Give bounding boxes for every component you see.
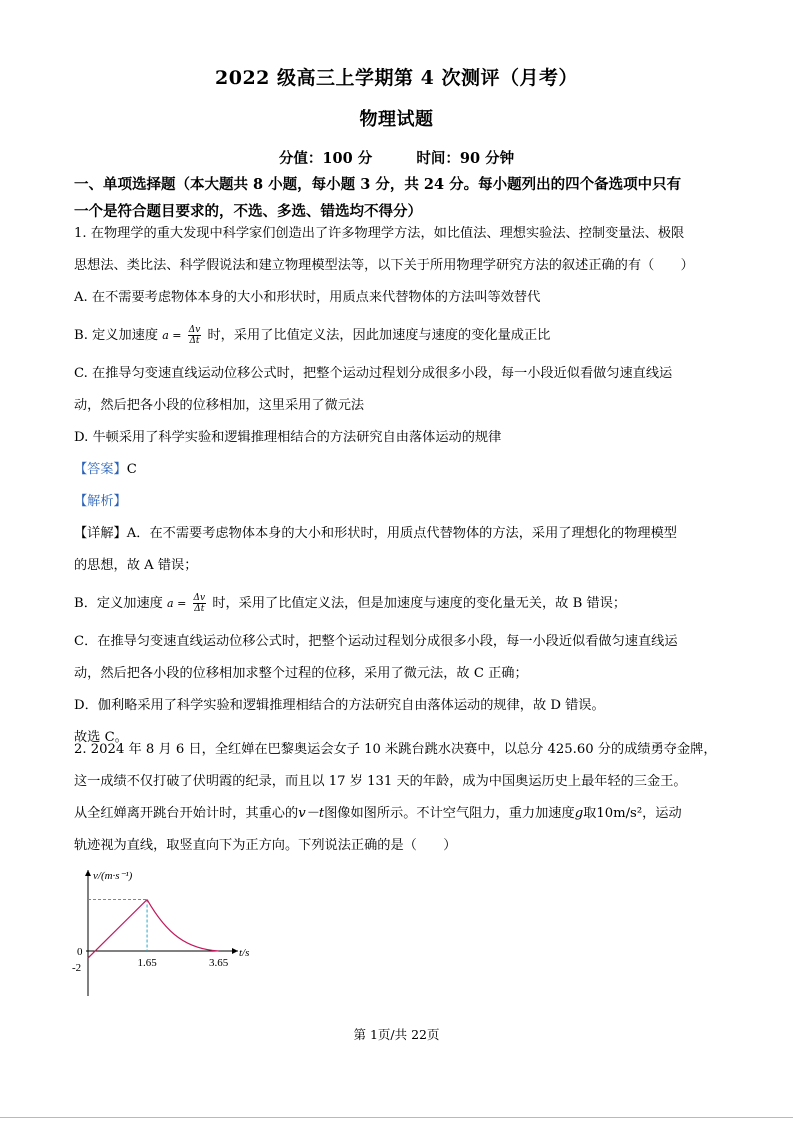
q2-line: 轨迹视为直线，取竖直向下为正方向。下列说法正确的是（ ） <box>74 838 457 853</box>
exam-subtitle: 物理试题 <box>359 109 434 130</box>
q1-detail-b: B．定义加速度 a = $\frac{\Delta v}{\Delta t}$ 时，采用了比值定义法，但是加速度与速度的变化量无关，故 B 错误； <box>74 593 627 614</box>
score-label: 分值：100 分 <box>278 150 373 167</box>
score-time-line <box>0 147 793 168</box>
q2-line: 从全红婵离开跳台开始计时，其重心的v－t图像如图所示。不计空气阻力，重力加速度g取10m/s²，运动 <box>74 806 682 821</box>
x-axis-label: t/s <box>239 947 250 959</box>
time-label: 时间：90 分钟 <box>416 150 515 167</box>
q1-option-c: 动，然后把各小段的位移相加，这里采用了微元法 <box>74 398 365 413</box>
answer-value: C <box>126 462 137 477</box>
vt-symbol: v－t <box>298 806 325 821</box>
q1-analysis-tag: 【解析】 <box>74 494 127 509</box>
q1-detail-a: 【详解】A．在不需要考虑物体本身的大小和形状时，用质点代替物体的方法，采用了理想化的物理模型 <box>74 526 677 541</box>
vt-graph <box>66 862 266 1002</box>
vt-line-segment <box>88 900 147 959</box>
question-1 <box>74 218 724 754</box>
q1-option-b: B. 定义加速度 a = $\frac{\Delta v}{\Delta t}$ 时，采用了比值定义法，因此加速度与速度的变化量成正比 <box>74 325 551 346</box>
q1-stem-line: 思想法、类比法、科学假说法和建立物理模型法等，以下关于所用物理学研究方法的叙述正确的有（ ） <box>74 258 694 273</box>
q1-detail-d: D．伽利略采用了科学实验和逻辑推理相结合的方法研究自由落体运动的规律，故 D 错误。 <box>74 698 605 713</box>
q2-line: 这一成绩不仅打破了伏明霞的纪录，而且以 17 岁 131 天的年龄，成为中国奥运历史上最年轻的三金王。 <box>74 774 687 789</box>
q1-stem-line: 1. 在物理学的重大发现中科学家们创造出了许多物理学方法，如比值法、理想实验法、控制变量法、极限 <box>74 226 685 241</box>
y-axis-label: v/(m·s⁻¹) <box>93 870 133 882</box>
exam-title: 2022 级高三上学期第 4 次测评（月考） <box>215 67 578 89</box>
x-tick-1.65: 1.65 <box>137 957 157 969</box>
vt-curve-segment <box>147 900 219 951</box>
formula-lhs: a = <box>167 597 187 610</box>
question-2 <box>74 734 724 862</box>
answer-tag: 【答案】 <box>74 462 127 477</box>
y-tick-neg2: -2 <box>72 962 82 974</box>
formula-fraction: $\frac{\Delta v}{\Delta t}$ <box>188 325 201 346</box>
bottom-rule <box>0 1117 793 1118</box>
y-tick-0: 0 <box>77 946 83 958</box>
formula-fraction: $\frac{\Delta v}{\Delta t}$ <box>193 593 206 614</box>
q1-detail-c: C．在推导匀变速直线运动位移公式时，把整个运动过程划分成很多小段，每一小段近似看做匀速直线运 <box>74 634 678 649</box>
q1-detail-c: 动，然后把各小段的位移相加求整个过程的位移，采用了微元法，故 C 正确； <box>74 666 528 681</box>
x-tick-3.65: 3.65 <box>209 957 229 969</box>
formula-lhs: a = <box>162 329 182 342</box>
q1-option-c: C. 在推导匀变速直线运动位移公式时，把整个运动过程划分成很多小段，每一小段近似看做匀速直线运 <box>74 366 673 381</box>
q1-answer <box>74 454 724 486</box>
detail-tag: 【详解】 <box>74 526 127 541</box>
g-symbol: g <box>574 806 584 821</box>
q1-option-d: D. 牛顿采用了科学实验和逻辑推理相结合的方法研究自由落体运动的规律 <box>74 430 502 445</box>
q1-option-a: A. 在不需要考虑物体本身的大小和形状时，用质点来代替物体的方法叫等效替代 <box>74 290 541 305</box>
q1-conclusion: 故选 C。 <box>74 730 128 745</box>
section-heading: 一、单项选择题（本大题共 8 小题，每小题 3 分，共 24 分。每小题列出的四个备选项中只有 一个是符合题目要求的，不选、多选、错选均不得分） <box>74 176 682 220</box>
q2-line: 2. 2024 年 8 月 6 日，全红婵在巴黎奥运会女子 10 米跳台跳水决赛中，以总分 425.60 分的成绩勇夺金牌， <box>74 742 717 757</box>
page-footer: 第 1页/共 22页 <box>353 1027 440 1042</box>
g-value: 10m/s² <box>596 806 643 821</box>
q1-detail-a: 的思想，故 A 错误； <box>74 558 198 573</box>
